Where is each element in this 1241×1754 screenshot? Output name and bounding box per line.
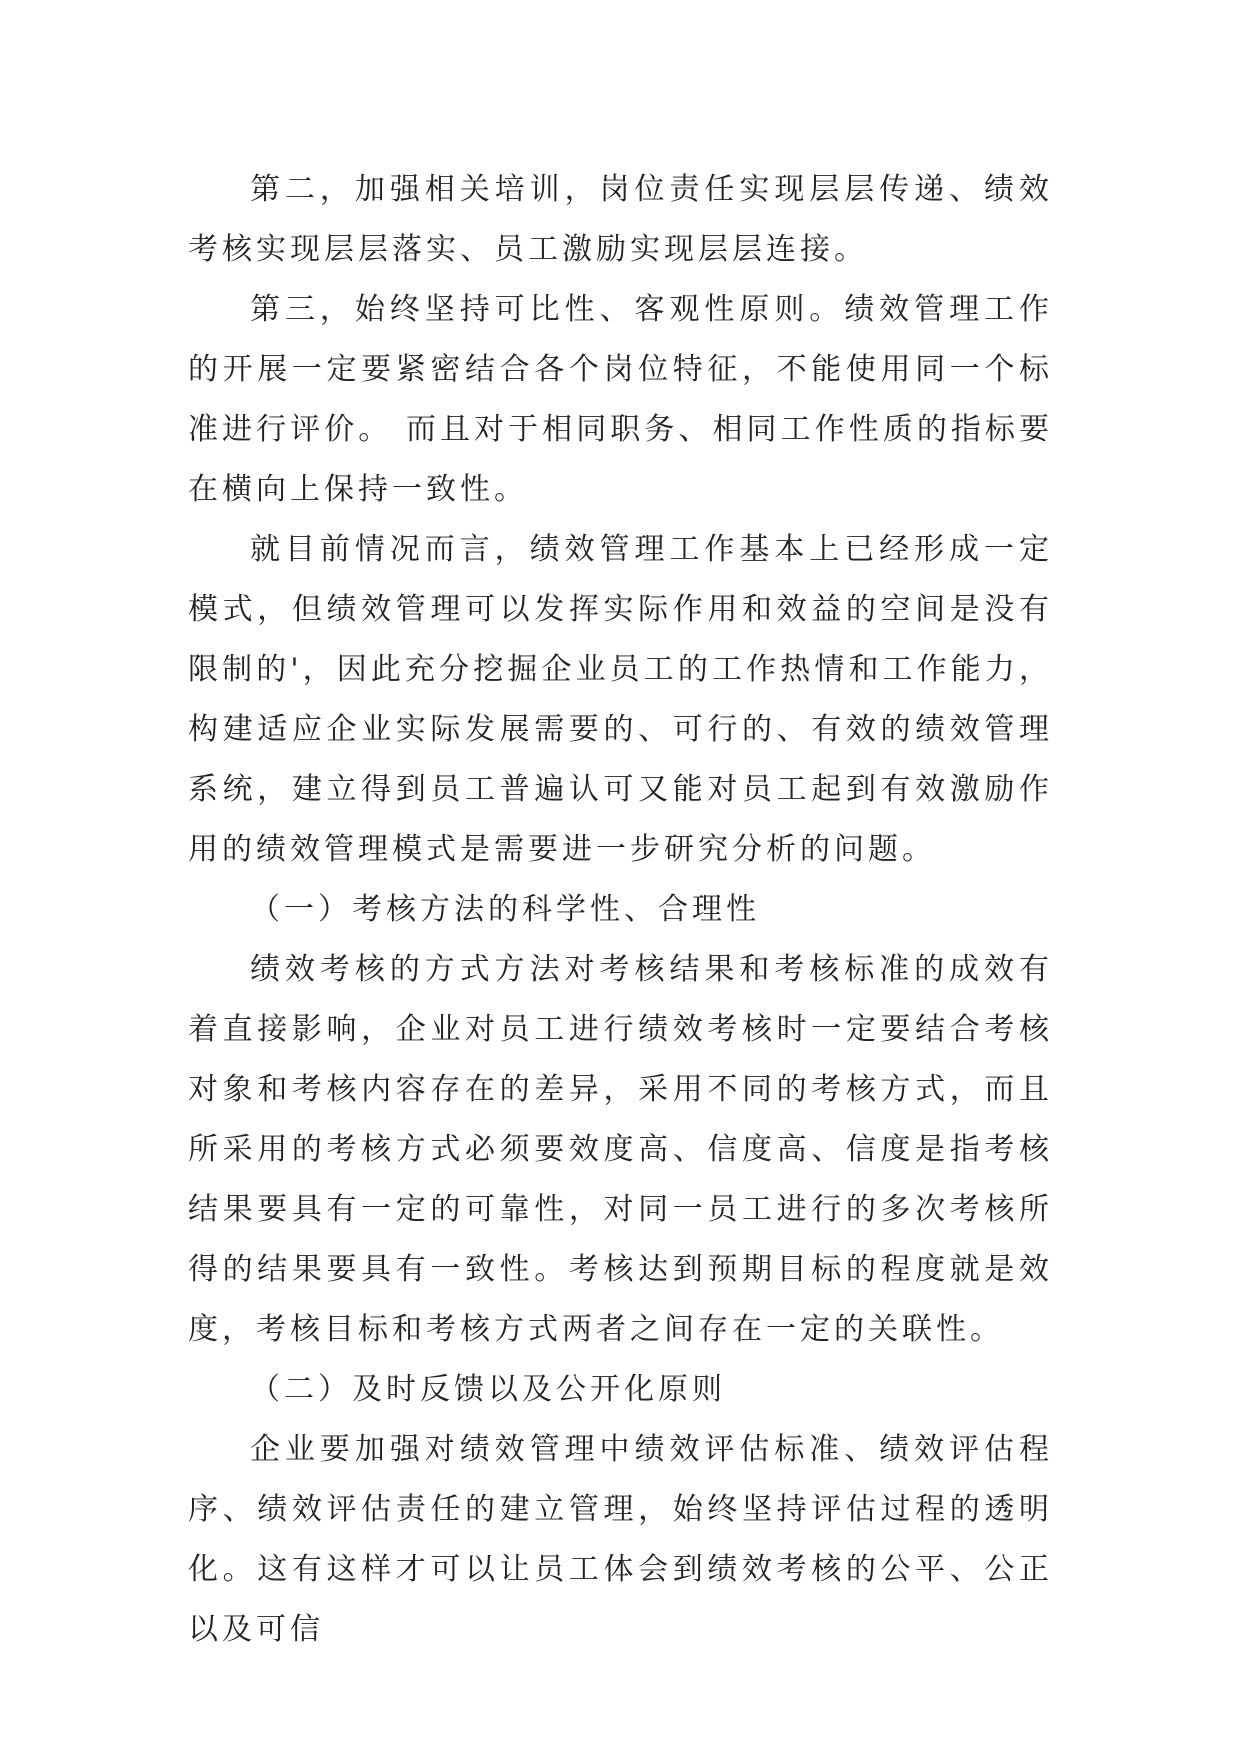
section-heading-feedback-openness: （二）及时反馈以及公开化原则 — [250, 1372, 726, 1407]
paragraph-feedback-openness: 企业要加强对绩效管理中绩效评估标准、绩效评估程序、绩效评估责任的建立管理，始终坚持评估过程的透明化。这有这样才可以让员工体会到绩效考核的公平、公正以及可信 — [188, 1432, 1053, 1647]
section-heading-assessment-method: （一）考核方法的科学性、合理性 — [250, 892, 760, 927]
paragraph-assessment-method: 绩效考核的方式方法对考核结果和考核标准的成效有着直接影响，企业对员工进行绩效考核时一定要结合考核对象和考核内容存在的差异，采用不同的考核方式，而且所采用的考核方式必须要效度高、信度高、信度是指考核结果要具有一定的可靠性，对同一员工进行的多次考核所得的结果要具有一致性。考核达到预期目标的程度就是效度，考核目标和考核方式两者之间存在一定的关联性。 — [188, 952, 1053, 1347]
document-body — [188, 160, 1053, 1660]
paragraph-current-situation: 就目前情况而言，绩效管理工作基本上已经形成一定模式，但绩效管理可以发挥实际作用和效益的空间是没有限制的'，因此充分挖掘企业员工的工作热情和工作能力，构建适应企业实际发展需要的、可行的、有效的绩效管理系统，建立得到员工普遍认可又能对员工起到有效激励作用的绩效管理模式是需要进一步研究分析的问题。 — [188, 532, 1053, 867]
paragraph-training: 第二，加强相关培训，岗位责任实现层层传递、绩效考核实现层层落实、员工激励实现层层连接。 — [188, 172, 1053, 267]
paragraph-comparability-principle: 第三，始终坚持可比性、客观性原则。绩效管理工作的开展一定要紧密结合各个岗位特征，不能使用同一个标准进行评价。 而且对于相同职务、相同工作性质的指标要在横向上保持一致性。 — [188, 292, 1053, 507]
